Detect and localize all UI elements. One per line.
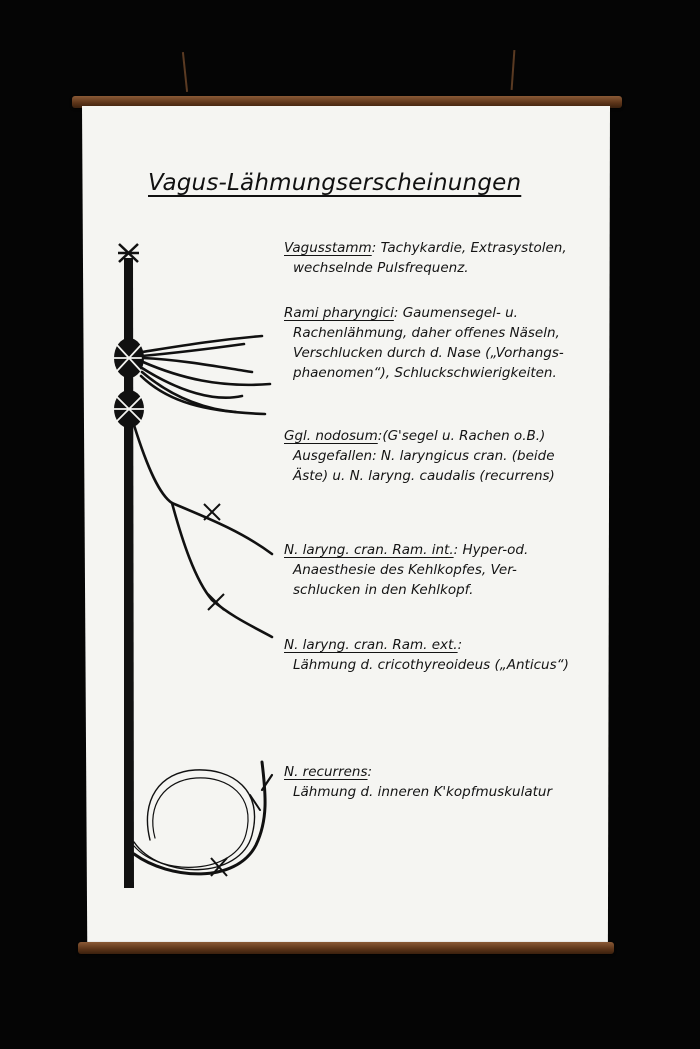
section-rami-pharyngici [284,303,600,383]
section-line: wechselnde Pulsfrequenz. [293,260,469,276]
section-line: Lähmung d. cricothyreoideus („Anticus“) [293,657,569,673]
section-separator: : [367,764,373,780]
rami-pharyngici [141,336,270,414]
section-separator: : [453,542,463,558]
section-line: Rachenlähmung, daher offenes Näseln, [293,325,560,341]
n-laryngeus-cranialis [134,425,272,637]
n-recurrens [134,762,272,874]
section-heading: N. laryng. cran. Ram. ext. [284,637,458,653]
section-separator: : [393,305,403,321]
section-first-line: Gaumensegel- u. [402,305,518,321]
section-n-recurrens [284,762,600,802]
section-first-line: (G'segel u. Rachen o.B.) [382,428,546,444]
section-ram-ext [284,635,600,675]
section-line: Ausgefallen: N. laryngicus cran. (beide [293,448,555,464]
section-separator: : [457,637,463,653]
section-heading: N. laryng. cran. Ram. int. [284,542,454,558]
section-ggl-nodosum [284,426,600,486]
section-heading: Rami pharyngici [284,305,394,321]
section-ram-int [284,540,600,600]
page-title: Vagus-Lähmungserscheinungen [148,170,522,196]
section-heading: Ggl. nodosum [284,428,378,444]
section-line: phaenomen“), Schluckschwierigkeiten. [293,365,557,381]
section-line: Äste) u. N. laryng. caudalis (recurrens) [293,468,555,484]
section-first-line: Tachykardie, Extrasystolen, [380,240,567,256]
section-separator: : [371,240,381,256]
section-vagusstamm [284,238,600,278]
section-line: Lähmung d. inneren K'kopfmuskulatur [293,784,552,800]
section-heading: Vagusstamm [284,240,372,256]
section-line: Verschlucken durch d. Nase („Vorhangs- [293,345,564,361]
section-line: schlucken in den Kehlkopf. [293,582,474,598]
section-separator: : [377,428,383,444]
section-line: Anaesthesie des Kehlkopfes, Ver- [293,562,517,578]
section-heading: N. recurrens [284,764,368,780]
section-first-line: Hyper-od. [462,542,529,558]
recurrens-cut-mark [211,858,227,876]
